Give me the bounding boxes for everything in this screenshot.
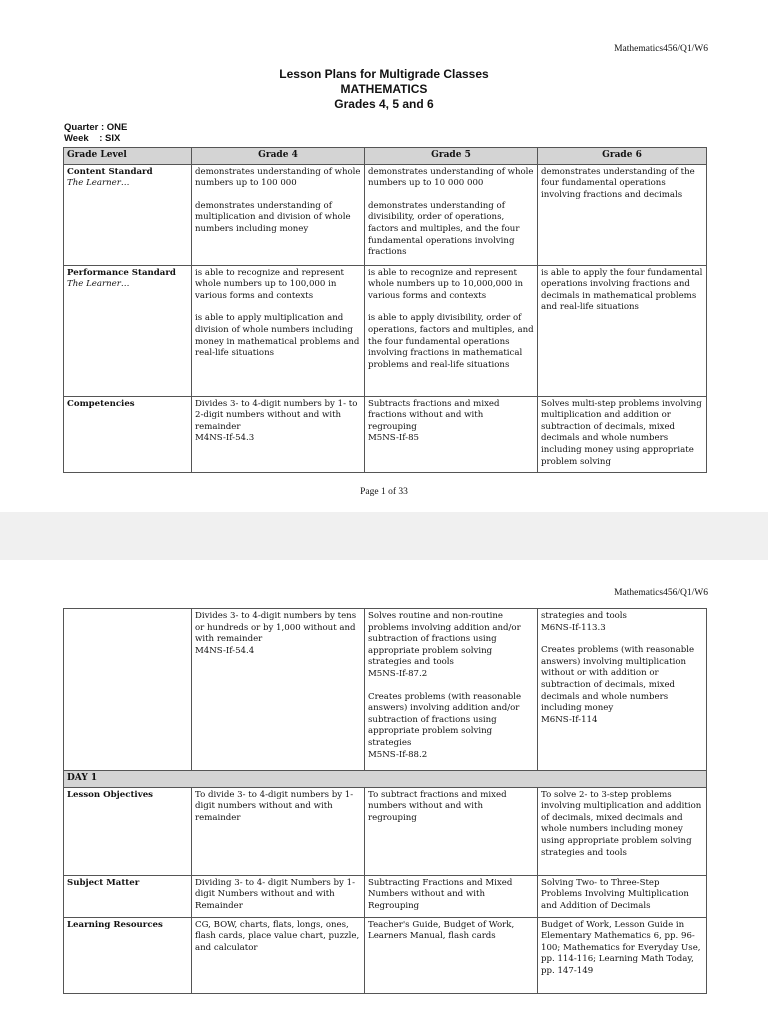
cell-grade-6: Budget of Work, Lesson Guide in Elementary Mathematics 6, pp. 96-100; Mathematics for Everyday Use, pp. 114-116; Learning Math Today, pp. 147-149 [538,917,707,993]
cell-grade-5: Subtracts fractions and mixed fractions without and with regrouping M5NS-If-85 [365,396,538,472]
page-gap [0,512,768,560]
cell-grade-4: Dividing 3- to 4- digit Numbers by 1-digit Numbers without and with Remainder [192,875,365,917]
cell-grade-5: is able to recognize and represent whole numbers up to 10,000,000 in various forms and contexts is able to apply divisibility, order of operations, factors and multiples, and the four fundamental operations involving fractions in mathematical problems and real-life situations [365,265,538,396]
row-label: Content Standard The Learner… [64,164,192,265]
table-row-learning-resources [64,917,707,993]
day-label: DAY 1 [64,771,707,788]
cell-grade-5: Solves routine and non-routine problems involving addition and/or subtraction of fractions using appropriate problem solving strategies and tools M5NS-If-87.2 Creates problems (with reasonable answers) involving addition and/or subtraction of fractions using appropriate problem solving strategies M5NS-If-88.2 [365,609,538,771]
col-header-grade-5: Grade 5 [365,148,538,165]
table-row-performance-standard [64,265,707,396]
cell-grade-4: demonstrates understanding of whole numbers up to 100 000 demonstrates understanding of multiplication and division of whole numbers including money [192,164,365,265]
cell-grade-6: is able to apply the four fundamental operations involving fractions and decimals in mathematical problems and real-life situations [538,265,707,396]
row-label: Subject Matter [64,875,192,917]
document-title [0,67,768,112]
cell-grade-4: To divide 3- to 4-digit numbers by 1-digit numbers without and with remainder [192,787,365,875]
row-label: Lesson Objectives [64,787,192,875]
page-footer: Page 1 of 33 [360,487,408,497]
table-header-row [64,148,707,165]
week-label: Week : SIX [64,133,121,144]
cell-grade-6: demonstrates understanding of the four fundamental operations involving fractions and decimals [538,164,707,265]
table-row-competencies-continued [64,609,707,771]
col-header-grade-level: Grade Level [64,148,192,165]
cell-grade-4: Divides 3- to 4-digit numbers by 1- to 2-digit numbers without and with remainder M4NS-If-54.3 [192,396,365,472]
cell-grade-6: Solves multi-step problems involving multiplication and addition or subtraction of decimals, mixed decimals and whole numbers including money using appropriate problem solving [538,396,707,472]
quarter-week-info [64,122,127,144]
page-header-code: Mathematics456/Q1/W6 [614,44,708,54]
title-line-1: Lesson Plans for Multigrade Classes [279,67,489,81]
cell-grade-4: is able to recognize and represent whole numbers up to 100,000 in various forms and contexts is able to apply multiplication and division of whole numbers including money in mathematical problems and real-life situations [192,265,365,396]
table-row-day-1 [64,771,707,788]
row-label: Competencies [64,396,192,472]
col-header-grade-4: Grade 4 [192,148,365,165]
cell-grade-4: Divides 3- to 4-digit numbers by tens or hundreds or by 1,000 without and with remainder M4NS-If-54.4 [192,609,365,771]
lesson-plan-table-continued [63,608,707,994]
cell-grade-4: CG, BOW, charts, flats, longs, ones, flash cards, place value chart, puzzle, and calculator [192,917,365,993]
cell-grade-6: Solving Two- to Three-Step Problems Involving Multiplication and Addition of Decimals [538,875,707,917]
cell-grade-5: Subtracting Fractions and Mixed Numbers without and with Regrouping [365,875,538,917]
row-label: Learning Resources [64,917,192,993]
cell-grade-5: Teacher's Guide, Budget of Work, Learners Manual, flash cards [365,917,538,993]
lesson-plan-table [63,147,707,473]
table-row-subject-matter [64,875,707,917]
cell-grade-5: To subtract fractions and mixed numbers without and with regrouping [365,787,538,875]
col-header-grade-6: Grade 6 [538,148,707,165]
cell-grade-6: To solve 2- to 3-step problems involving multiplication and addition of decimals, mixed decimals and whole numbers including money using appropriate problem solving strategies and tools [538,787,707,875]
title-line-2: MATHEMATICS [340,82,428,96]
row-label: Performance Standard The Learner… [64,265,192,396]
row-label [64,609,192,771]
table-row-content-standard [64,164,707,265]
cell-grade-5: demonstrates understanding of whole numbers up to 10 000 000 demonstrates understanding of divisibility, order of operations, factors and multiples, and the four fundamental operations involving fractions [365,164,538,265]
cell-grade-6: strategies and tools M6NS-If-113.3 Creates problems (with reasonable answers) involving multiplication without or with addition or subtraction of decimals, mixed decimals and whole numbers including money M6NS-If-114 [538,609,707,771]
document-page-2 [0,560,768,1024]
quarter-label: Quarter : ONE [64,122,128,133]
title-line-3: Grades 4, 5 and 6 [334,97,434,111]
table-row-lesson-objectives [64,787,707,875]
table-row-competencies [64,396,707,472]
page-header-code: Mathematics456/Q1/W6 [614,588,708,598]
